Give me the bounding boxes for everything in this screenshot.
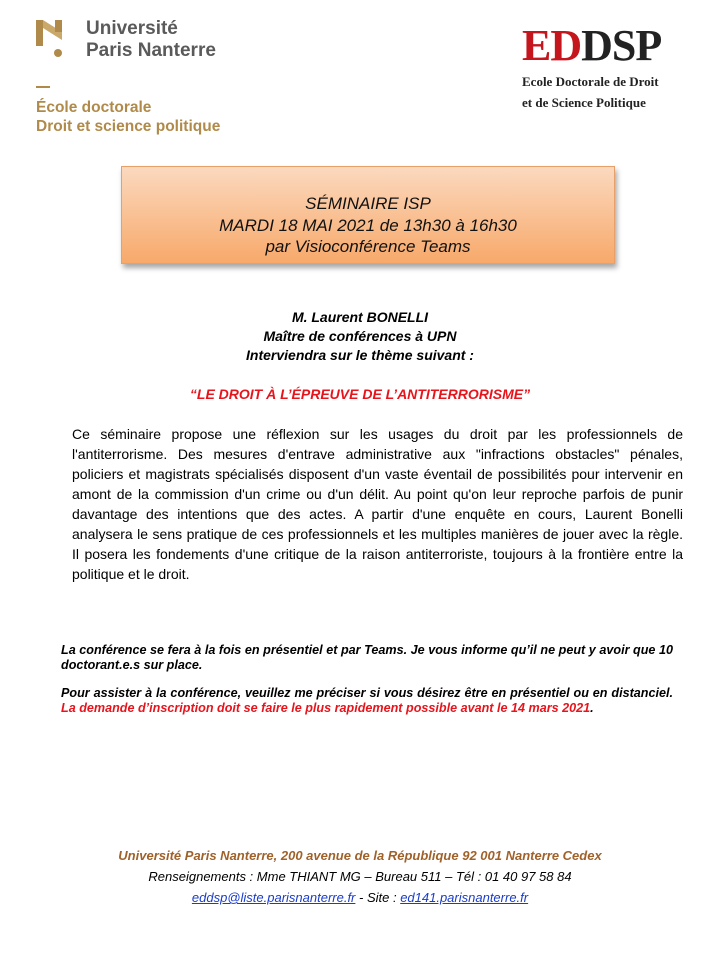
- eddsp-acronym: [522, 21, 692, 70]
- seminar-banner: [121, 166, 615, 264]
- seminar-theme: “LE DROIT À L’ÉPREUVE DE L’ANTITERRORISME”: [189, 386, 531, 402]
- acronym-dark: DSP: [581, 21, 662, 70]
- upn-mark-icon: [36, 20, 62, 60]
- speaker-position: Maître de conférences à UPN: [263, 328, 457, 344]
- university-line1: Université: [86, 18, 178, 39]
- logo-divider: [36, 86, 50, 88]
- seminar-date: MARDI 18 MAI 2021 de 13h30 à 16h30: [219, 215, 517, 235]
- site-link[interactable]: ed141.parisnanterre.fr: [400, 890, 529, 905]
- eddsp-subtitle: [522, 71, 692, 113]
- seminar-title: SÉMINAIRE ISP: [305, 194, 431, 213]
- acronym-red: ED: [522, 21, 582, 70]
- eddsp-line1: Ecole Doctorale de Droit: [522, 74, 659, 89]
- notice-registration-text: Pour assister à la conférence, veuillez me préciser si vous désirez être en présentiel ou en distanciel.: [61, 686, 673, 700]
- footer-links: [0, 887, 720, 908]
- notice-registration: [61, 686, 673, 716]
- university-name: [86, 18, 216, 62]
- seminar-format: par Visioconférence Teams: [265, 237, 471, 256]
- speaker-block: [0, 308, 720, 365]
- eddsp-logo: [522, 21, 692, 114]
- doctoral-school-name: [36, 98, 220, 136]
- footer-address: Université Paris Nanterre, 200 avenue de la République 92 001 Nanterre Cedex: [118, 848, 602, 863]
- eddsp-line2: et de Science Politique: [522, 95, 646, 110]
- footer: [0, 845, 720, 908]
- school-line2: Droit et science politique: [36, 118, 221, 135]
- email-link[interactable]: eddsp@liste.parisnanterre.fr: [191, 890, 356, 905]
- site-label: - Site :: [355, 890, 401, 905]
- seminar-abstract: Ce séminaire propose une réflexion sur les usages du droit par les professionnels de l'antiterrorisme. Des mesures d'entrave administrative aux "infractions obstacles" pénales, policiers et magistrats spécialisés disposent d'un vaste éventail de possibilités pour intervenir en amont de la commission d'un crime ou d'un délit. Au point qu'on leur reproche parfois de punir davantage des intentions que des actes. A partir d'une enquête en cours, Laurent Bonelli analysera le sens pratique de ces professionnels et les multiples manières de jouer avec la règle. Il posera les fondements d'une critique de la raison antiterroriste, toujours à la frontière entre la politique et le droit.: [72, 426, 683, 582]
- speaker-name: M. Laurent BONELLI: [291, 309, 429, 325]
- speaker-intro: Interviendra sur le thème suivant :: [246, 347, 474, 363]
- school-line1: École doctorale: [36, 99, 152, 116]
- university-logo: [36, 18, 276, 135]
- notice-attendance: La conférence se fera à la fois en présentiel et par Teams. Je vous informe qu’il ne peut y avoir que 10 doctorant.e.s sur place.: [61, 643, 673, 672]
- university-line2: Paris Nanterre: [86, 40, 216, 61]
- footer-contact-info: Renseignements : Mme THIANT MG – Bureau 511 – Tél : 01 40 97 58 84: [148, 869, 572, 884]
- registration-deadline: La demande d’inscription doit se faire le plus rapidement possible avant le 14 mars 2021: [61, 701, 591, 715]
- notice-end: .: [590, 701, 594, 715]
